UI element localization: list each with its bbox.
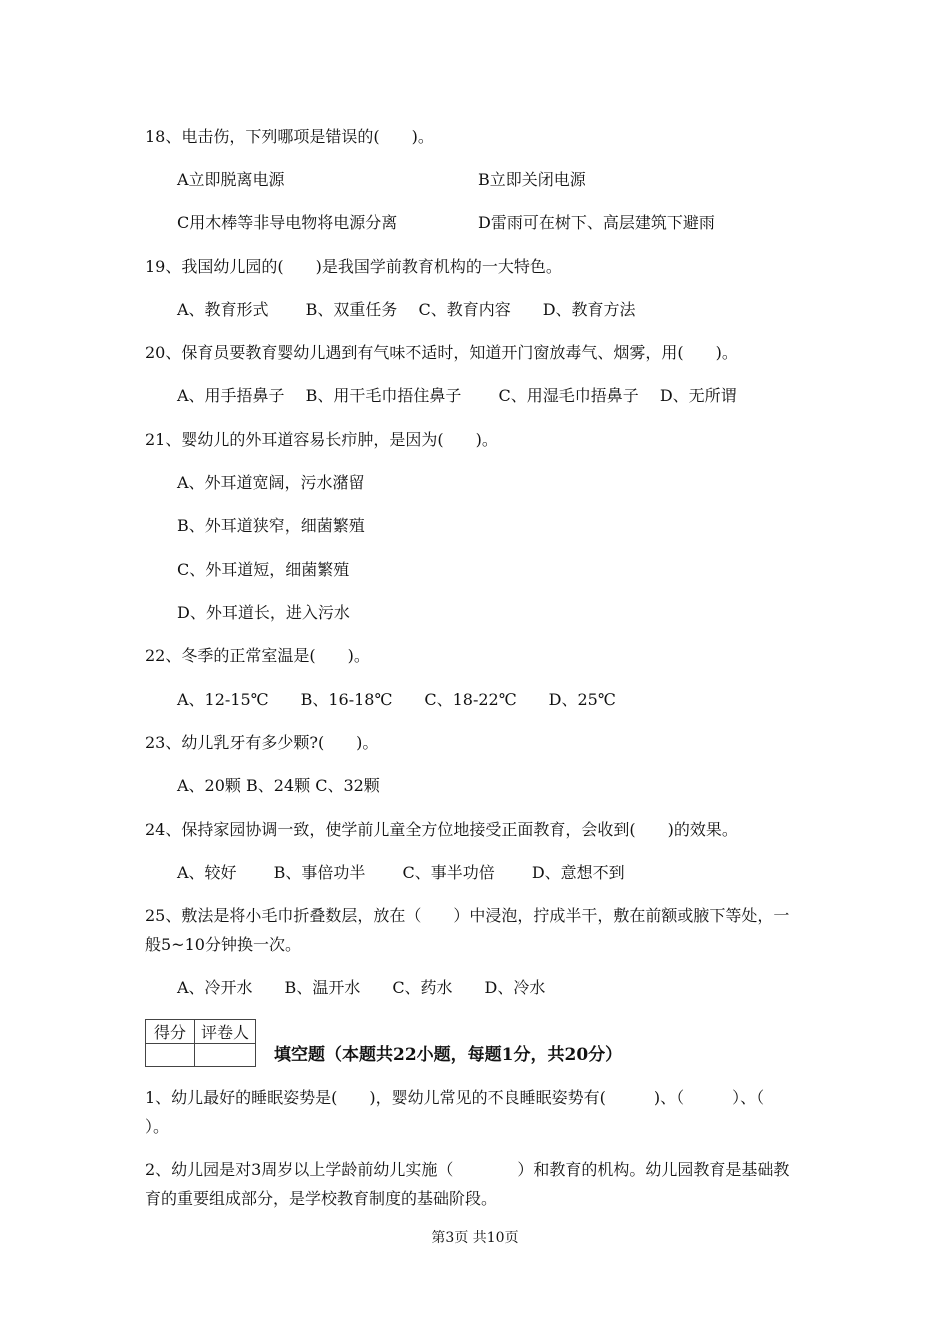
question-24-stem: 24、保持家园协调一致，使学前儿童全方位地接受正面教育，会收到( )的效果。 — [145, 820, 738, 839]
score-label: 得分 — [146, 1020, 195, 1044]
question-19-options: A、教育形式 B、双重任务 C、教育内容 D、教育方法 — [177, 300, 636, 319]
question-25-stem-line2: 般5~10分钟换一次。 — [145, 935, 301, 954]
question-18-stem: 18、电击伤，下列哪项是错误的( )。 — [145, 127, 434, 146]
question-18-option-d: D雷雨可在树下、高层建筑下避雨 — [478, 213, 715, 232]
fill-question-2-line1: 2、幼儿园是对3周岁以上学龄前幼儿实施（ ）和教育的机构。幼儿园教育是基础教 — [145, 1160, 790, 1179]
question-20-options: A、用手捂鼻子 B、用干毛巾捂住鼻子 C、用湿毛巾捂鼻子 D、无所谓 — [177, 386, 737, 405]
question-21-option-d: D、外耳道长，进入污水 — [177, 603, 350, 622]
section-title: 填空题（本题共22小题，每题1分，共20分） — [274, 1045, 623, 1065]
question-20-stem: 20、保育员要教育婴幼儿遇到有气味不适时，知道开门窗放毒气、烟雾，用( )。 — [145, 343, 738, 362]
page-number: 第3页 共10页 — [431, 1230, 519, 1246]
question-23-options: A、20颗 B、24颗 C、32颗 — [177, 776, 380, 795]
question-21-stem: 21、婴幼儿的外耳道容易长疖肿，是因为( )。 — [145, 430, 498, 449]
grader-cell[interactable] — [195, 1044, 256, 1067]
question-18-option-c: C用木棒等非导电物将电源分离 — [177, 213, 398, 232]
fill-question-2-line2: 育的重要组成部分，是学校教育制度的基础阶段。 — [145, 1189, 498, 1208]
fill-question-1-line2: ）。 — [145, 1117, 170, 1136]
question-18-option-b: B立即关闭电源 — [478, 170, 586, 189]
question-24-options: A、较好 B、事倍功半 C、事半功倍 D、意想不到 — [177, 863, 625, 882]
question-19-stem: 19、我国幼儿园的( )是我国学前教育机构的一大特色。 — [145, 257, 562, 276]
question-22-options: A、12-15℃ B、16-18℃ C、18-22℃ D、25℃ — [177, 690, 616, 709]
question-21-option-a: A、外耳道宽阔，污水潴留 — [177, 473, 365, 492]
question-25-stem-line1: 25、敷法是将小毛巾折叠数层，放在（ ）中浸泡，拧成半干，敷在前额或腋下等处，一 — [145, 906, 790, 925]
question-18-option-a: A立即脱离电源 — [177, 170, 285, 189]
question-25-options: A、冷开水 B、温开水 C、药水 D、冷水 — [177, 978, 546, 997]
question-21-option-b: B、外耳道狭窄，细菌繁殖 — [177, 516, 365, 535]
grader-label: 评卷人 — [195, 1020, 256, 1044]
question-22-stem: 22、冬季的正常室温是( )。 — [145, 646, 370, 665]
question-21-option-c: C、外耳道短，细菌繁殖 — [177, 560, 350, 579]
score-cell[interactable] — [146, 1044, 195, 1067]
fill-question-1-line1: 1、幼儿最好的睡眠姿势是( )，婴幼儿常见的不良睡眠姿势有( )、（ ）、（ — [145, 1088, 765, 1107]
question-23-stem: 23、幼儿乳牙有多少颗?( )。 — [145, 733, 379, 752]
score-table — [145, 1019, 256, 1067]
